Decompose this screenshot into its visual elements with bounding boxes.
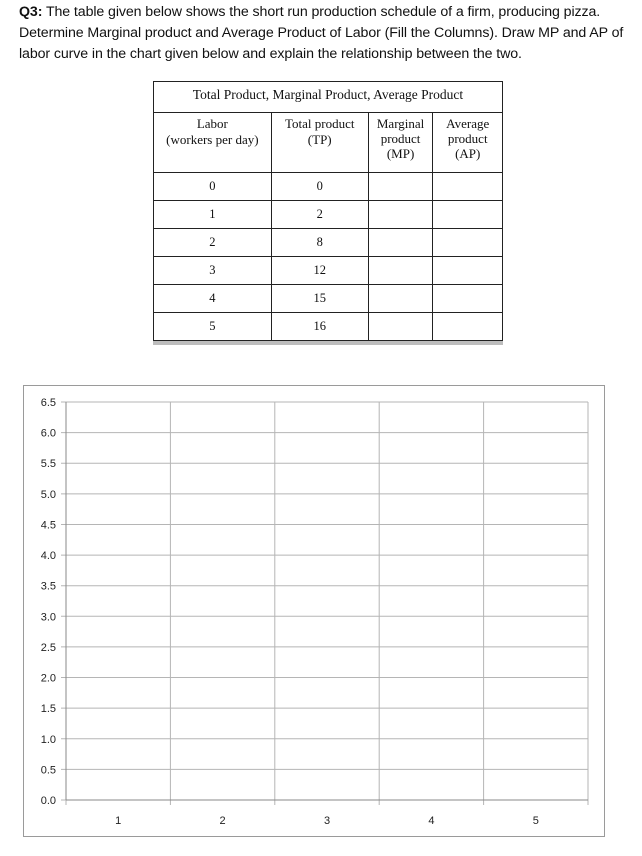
production-table: [153, 81, 503, 345]
header-marginal-product: [368, 113, 433, 173]
header-average-product: [433, 113, 503, 173]
y-tick-label: 5.0: [40, 488, 56, 501]
header-ap-line2: product: [447, 131, 488, 146]
header-labor: [154, 113, 272, 173]
cell-labor: 2: [154, 229, 272, 257]
table-row: [154, 229, 503, 257]
x-tick-label: 1: [115, 815, 122, 827]
table-title: Total Product, Marginal Product, Average Product: [154, 82, 503, 113]
question-body: The table given below shows the short run production schedule of a firm, producing pizza. Determine Marginal product and Average Product of Labor (Fill the Columns). Draw MP and AP of labor curve in the chart given below and explain the relationship between the two.: [19, 4, 624, 62]
cell-marginal-product[interactable]: [368, 285, 433, 313]
y-tick-label: 2.5: [40, 641, 56, 654]
header-labor-line2: (workers per day): [166, 132, 259, 147]
x-tick-label: 5: [532, 815, 539, 827]
cell-labor: 4: [154, 285, 272, 313]
y-tick-label: 6.0: [40, 427, 56, 440]
table-bottom-border: [153, 341, 503, 345]
x-tick-label: 4: [428, 815, 435, 827]
table-row: [154, 285, 503, 313]
cell-average-product[interactable]: [433, 313, 503, 341]
question-text: [19, 2, 639, 65]
header-tp-line1: Total product: [284, 116, 355, 131]
header-mp-line1: Marginal: [376, 116, 425, 131]
y-tick-label: 0.0: [40, 795, 56, 807]
y-tick-label: 2.0: [40, 672, 56, 685]
cell-average-product[interactable]: [433, 229, 503, 257]
question-label: Q3:: [19, 4, 43, 20]
cell-labor: 5: [154, 313, 272, 341]
cell-total-product: 2: [271, 201, 368, 229]
cell-average-product[interactable]: [433, 285, 503, 313]
chart-canvas[interactable]: [24, 386, 604, 836]
cell-average-product[interactable]: [433, 201, 503, 229]
table-row: [154, 173, 503, 201]
cell-marginal-product[interactable]: [368, 201, 433, 229]
cell-marginal-product[interactable]: [368, 229, 433, 257]
table-row: [154, 313, 503, 341]
cell-total-product: 0: [271, 173, 368, 201]
cell-marginal-product[interactable]: [368, 257, 433, 285]
header-ap-line3: (AP): [455, 146, 481, 161]
y-tick-label: 4.0: [40, 550, 56, 563]
cell-total-product: 16: [271, 313, 368, 341]
mp-ap-chart[interactable]: [23, 385, 605, 837]
cell-average-product[interactable]: [433, 257, 503, 285]
cell-marginal-product[interactable]: [368, 313, 433, 341]
cell-total-product: 8: [271, 229, 368, 257]
y-tick-label: 1.5: [40, 703, 56, 716]
cell-average-product[interactable]: [433, 173, 503, 201]
y-tick-label: 5.5: [40, 458, 56, 471]
y-tick-label: 6.5: [40, 397, 56, 409]
header-mp-line3: (MP): [386, 146, 415, 161]
x-tick-label: 2: [219, 815, 226, 827]
cell-marginal-product[interactable]: [368, 173, 433, 201]
header-total-product: [271, 113, 368, 173]
header-mp-line2: product: [380, 131, 421, 146]
header-tp-line2: (TP): [307, 132, 332, 147]
cell-total-product: 15: [271, 285, 368, 313]
header-labor-line1: Labor: [196, 116, 228, 131]
y-tick-label: 4.5: [40, 519, 56, 532]
table-row: [154, 257, 503, 285]
cell-labor: 0: [154, 173, 272, 201]
x-tick-label: 3: [323, 815, 331, 827]
y-tick-label: 3.5: [40, 580, 56, 593]
y-tick-label: 0.5: [40, 764, 56, 777]
table-row: [154, 201, 503, 229]
header-ap-line1: Average: [446, 116, 490, 131]
cell-labor: 3: [154, 257, 272, 285]
y-tick-label: 1.0: [40, 733, 56, 746]
y-tick-label: 3.0: [40, 611, 56, 624]
cell-total-product: 12: [271, 257, 368, 285]
cell-labor: 1: [154, 201, 272, 229]
